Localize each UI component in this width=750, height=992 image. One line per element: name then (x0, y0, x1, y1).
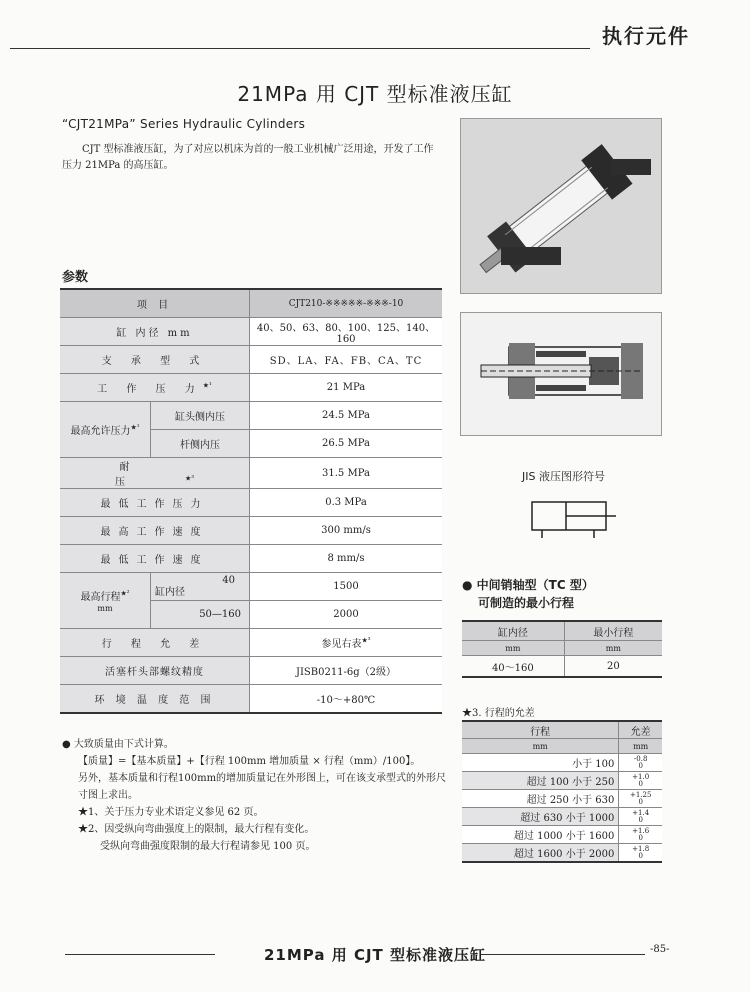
note-1: ● 大致质量由下式计算。 (62, 739, 174, 750)
tolerance-value: 参见右表$^{★^3}$ (250, 629, 443, 657)
min-stroke-unit-1: mm (462, 641, 564, 656)
note-2: 【质量】=【基本质量】+【行程 100mm 增加质量 × 行程（mm）/100】。 (78, 756, 421, 767)
proof-label: 耐 压$^{★^3}$ (60, 458, 250, 489)
mount-label: 支 承 型 式 (60, 346, 250, 374)
mount-value: SD、LA、FA、FB、CA、TC (250, 346, 443, 374)
min-stroke-unit-2: mm (564, 641, 662, 656)
english-subtitle: “CJT21MPa” Series Hydraulic Cylinders (62, 117, 306, 131)
temp-value: -10～+80℃ (250, 685, 443, 714)
min-speed-label: 最低工作速度 (60, 545, 250, 573)
temp-label: 环 境 温 度 范 围 (60, 685, 250, 714)
note-4: ★1、关于压力专业术语定义参见 62 页。 (78, 807, 264, 818)
proof-value: 31.5 MPa (250, 458, 443, 489)
spec-head-label: 项 目 (60, 289, 250, 318)
table-row: 超过 250 小于 630 +1.25 0 (462, 790, 662, 808)
rod-side-value: 26.5 MPa (250, 430, 443, 458)
header-rule (10, 48, 590, 49)
stroke-40-value: 1500 (250, 573, 443, 601)
tol-col-stroke: 行程 (462, 721, 619, 739)
note-6: 受纵向弯曲强度限制的最大行程请参见 100 页。 (100, 841, 316, 852)
min-pressure-value: 0.3 MPa (250, 489, 443, 517)
notes-block (62, 736, 452, 855)
thread-label: 活塞杆头部螺纹精度 (60, 657, 250, 685)
note-5: ★2、因受纵向弯曲强度上的限制，最大行程有变化。 (78, 824, 315, 835)
max-stroke-label: 最高行程$^{★^2}$ mm (60, 573, 151, 629)
tol-unit-1: mm (462, 739, 619, 754)
min-stroke-col-bore: 缸内径 (462, 621, 564, 641)
bore-label: 缸 内径 mm (60, 318, 250, 346)
table-row: 小于 100 -0.8 0 (462, 754, 662, 772)
tolerance-label: 行 程 允 差 (60, 629, 250, 657)
rod-side-label: 杆侧内压 (151, 430, 250, 458)
cross-section-drawing (460, 312, 662, 436)
section-title: 执行元件 (602, 24, 690, 48)
min-stroke-table (462, 620, 662, 678)
jis-hydraulic-symbol (520, 492, 620, 542)
max-pressure-label: 最高允许压力$^{★^1}$ (60, 402, 151, 458)
min-pressure-label: 最低工作压力 (60, 489, 250, 517)
max-speed-value: 300 mm/s (250, 517, 443, 545)
work-pressure-label: 工 作 压 力$^{★^1}$ (60, 374, 250, 402)
table-row: 超过 630 小于 1000 +1.4 0 (462, 808, 662, 826)
page-number: -85- (650, 944, 670, 955)
note-3: 另外，基本质量和行程100mm的增加质量记在外形图上，可在该支承型式的外形尺寸图上求出。 (78, 773, 447, 801)
stroke-50-160-value: 2000 (250, 601, 443, 629)
cylinder-photo (460, 118, 662, 294)
table-row: 超过 1000 小于 1600 +1.6 0 (462, 826, 662, 844)
tol-unit-2: mm (619, 739, 662, 754)
min-stroke-bore-value: 40～160 (462, 656, 564, 678)
spec-table (60, 288, 442, 714)
page-title: 21MPa 用 CJT 型标准液压缸 (237, 82, 513, 106)
max-speed-label: 最高工作速度 (60, 517, 250, 545)
tolerance-table-title: ★3. 行程的允差 (462, 708, 535, 719)
params-heading: 参数 (62, 270, 89, 285)
intro-paragraph: CJT 型标准液压缸，为了对应以机床为首的一般工业机械广泛用途，开发了工作压力 21MPa 的高压缸。 (62, 144, 434, 171)
min-stroke-col-min: 最小行程 (564, 621, 662, 641)
stroke-bore-50-160: 50—160 (151, 601, 250, 629)
spec-head-value: CJT210-※※※※※-※※※-10 (250, 289, 443, 318)
tolerance-table (462, 720, 662, 863)
min-stroke-min-value: 20 (564, 656, 662, 678)
thread-value: JISB0211-6g（2级） (250, 657, 443, 685)
head-side-value: 24.5 MPa (250, 402, 443, 430)
min-speed-value: 8 mm/s (250, 545, 443, 573)
table-row: 超过 1600 小于 2000 +1.8 0 (462, 844, 662, 863)
min-stroke-heading: ● 中间销轴型（TC 型） 可制造的最小行程 (462, 578, 594, 610)
bore-value: 40、50、63、80、100、125、140、160 (250, 318, 443, 346)
footer-title: 21MPa 用 CJT 型标准液压缸 (263, 946, 486, 964)
head-side-label: 缸头侧内压 (151, 402, 250, 430)
tol-col-allow: 允差 (619, 721, 662, 739)
jis-symbol-title: JIS 液压图形符号 (522, 470, 605, 483)
table-row: 超过 100 小于 250 +1.0 0 (462, 772, 662, 790)
work-pressure-value: 21 MPa (250, 374, 443, 402)
stroke-bore-40: 缸内径 40 (151, 573, 250, 601)
